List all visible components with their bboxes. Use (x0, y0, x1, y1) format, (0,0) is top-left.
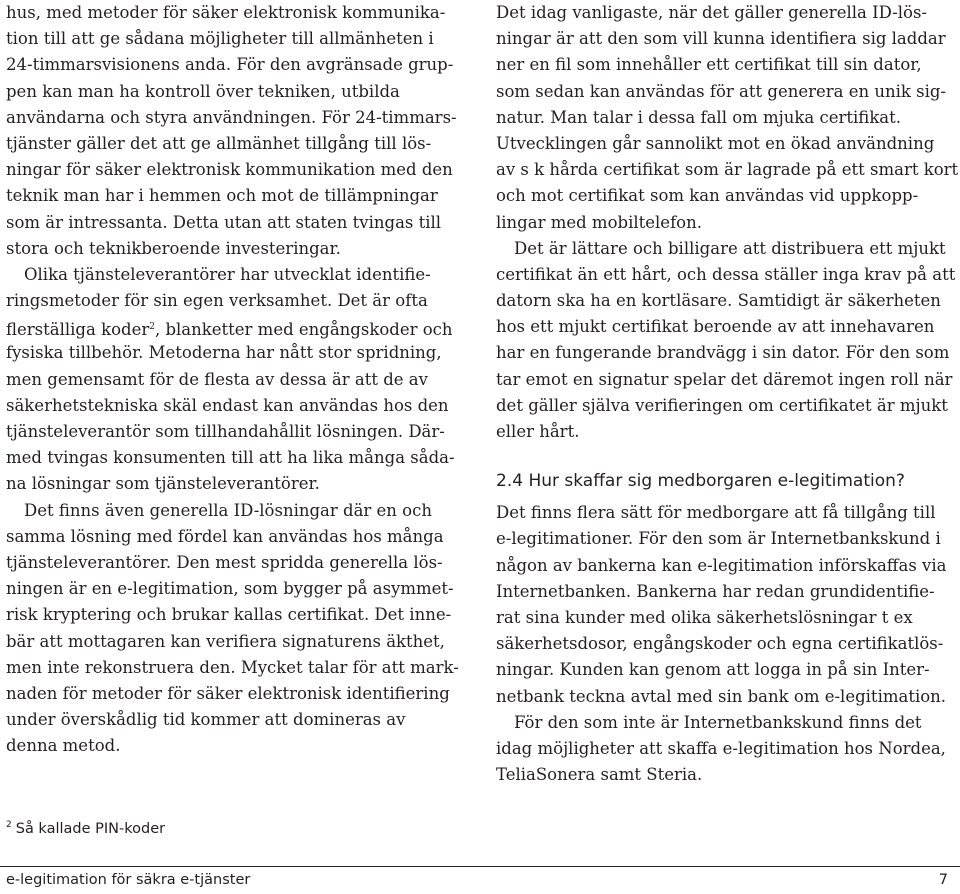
footnote (6, 820, 165, 837)
text-line: natur. Man talar i dessa fall om mjuka certifikat. (496, 107, 902, 127)
right-paragraph-4 (496, 500, 958, 710)
right-paragraph-5 (496, 710, 958, 789)
text-line: Det finns flera sätt för medborgare att få tillgång till (496, 503, 936, 523)
text-line: Internetbanken. Bankerna har redan grundidentifie- (496, 581, 935, 601)
text-line: ningar. Kunden kan genom att logga in på sin Inter- (496, 660, 930, 680)
right-paragraph-3 (496, 236, 958, 446)
text-fragment: flerställiga koder (6, 320, 150, 340)
left-paragraph-3 (6, 498, 472, 760)
text-line: tion till att ge sådana möjligheter till allmänheten i (6, 29, 434, 49)
section-heading: 2.4 Hur skaffar sig medborgaren e-legitimation? (496, 471, 905, 492)
left-column (6, 0, 472, 759)
text-line: lingar med mobiltelefon. (496, 212, 702, 232)
text-line: under överskådlig tid kommer att domineras av (6, 710, 406, 730)
text-line: na lösningar som tjänsteleverantörer. (6, 474, 320, 494)
text-line: av s k hårda certifikat som är lagrade på ett smart kort (496, 160, 959, 180)
text-line: idag möjligheter att skaffa e-legitimation hos Nordea, (496, 738, 946, 758)
text-line: någon av bankerna kan e-legitimation införskaffas via (496, 555, 947, 575)
text-line: netbank teckna avtal med sin bank om e-legitimation. (496, 686, 947, 706)
text-line: 24-timmarsvisionens anda. För den avgränsade grup- (6, 55, 454, 75)
text-line: säkerhetstekniska skäl endast kan användas hos den (6, 395, 449, 415)
text-line: men gemensamt för de flesta av dessa är att de av (6, 369, 428, 389)
text-line: rat sina kunder med olika säkerhetslösningar t ex (496, 607, 913, 627)
text-line: med tvingas konsumenten till att ha lika många såda- (6, 448, 455, 468)
text-line: risk kryptering och brukar kallas certifikat. Det inne- (6, 605, 452, 625)
text-line: bär att mottagaren kan verifiera signaturens äkthet, (6, 631, 445, 651)
text-line: samma lösning med fördel kan användas hos många (6, 526, 444, 546)
text-line: stora och teknikberoende investeringar. (6, 238, 341, 258)
text-line: Det finns även generella ID-lösningar där en och (24, 500, 432, 520)
text-line: som är intressanta. Detta utan att staten tvingas till (6, 212, 442, 232)
text-line: datorn ska ha en kortläsare. Samtidigt är säkerheten (496, 291, 941, 311)
spacer (496, 445, 958, 459)
text-line: tjänsteleverantör som tillhandahållit lösningen. Där- (6, 422, 445, 441)
text-line: hus, med metoder för säker elektronisk kommunika- (6, 3, 446, 22)
text-line: säkerhetsdosor, engångskoder och egna certifikatlös- (496, 634, 944, 654)
text-line: tjänster gäller det att ge allmänhet tillgång till lös- (6, 133, 432, 153)
text-line: ningar för säker elektronisk kommunikation med den (6, 160, 453, 180)
text-line: ringsmetoder för sin egen verksamhet. Det är ofta (6, 291, 428, 311)
text-line: men inte rekonstruera den. Mycket talar för att mark- (6, 657, 459, 677)
text-line: har en fungerande brandvägg i sin dator. För den som (496, 343, 950, 363)
text-line: certifikat än ett hårt, och dessa ställer inga krav på att (496, 264, 956, 284)
text-line-with-footnote (6, 314, 472, 340)
footnote-text: Så kallade PIN-koder (15, 821, 166, 837)
text-line: tar emot en signatur spelar det däremot ingen roll när (496, 369, 953, 389)
text-line: fysiska tillbehör. Metoderna har nått stor spridning, (6, 343, 442, 363)
text-line: hos ett mjukt certifikat beroende av att innehavaren (496, 317, 935, 337)
footnote-mark: 2 (6, 820, 12, 830)
text-line: ningen är en e-legitimation, som bygger på asymmet- (6, 579, 454, 599)
footnote-reference: 2 (149, 322, 155, 333)
text-line: som sedan kan användas för att generera en unik sig- (496, 81, 947, 101)
text-line: eller hårt. (496, 422, 580, 441)
text-line: Utvecklingen går sannolikt mot en ökad användning (496, 133, 935, 153)
left-paragraph-1 (6, 0, 472, 262)
page-number: 7 (938, 872, 948, 888)
text-line: ner en fil som innehåller ett certifikat till sin dator, (496, 55, 922, 75)
left-paragraph-2 (6, 262, 472, 498)
text-line: e-legitimationer. För den som är Internetbankskund i (496, 529, 941, 549)
text-line: naden för metoder för säker elektronisk identifiering (6, 683, 450, 703)
text-line: ningar är att den som vill kunna identifiera sig laddar (496, 29, 946, 49)
text-line: denna metod. (6, 736, 121, 756)
right-paragraph-1 (496, 0, 958, 131)
text-line: För den som inte är Internetbankskund finns det (514, 712, 922, 732)
text-line: användarna och styra användningen. För 24-timmars- (6, 107, 457, 127)
text-line: och mot certifikat som kan användas vid uppkopp- (496, 186, 919, 206)
text-line: teknik man har i hemmen och mot de tillämpningar (6, 186, 438, 206)
footer-title: e-legitimation för säkra e-tjänster (6, 872, 251, 888)
footer-divider (0, 866, 960, 867)
text-line: Det är lättare och billigare att distribuera ett mjukt (514, 238, 946, 258)
text-line: pen kan man ha kontroll över tekniken, utbilda (6, 81, 400, 101)
text-line: Olika tjänsteleverantörer har utvecklat identifie- (24, 264, 431, 284)
text-line: tjänsteleverantörer. Den mest spridda generella lös- (6, 552, 443, 572)
text-fragment: , blanketter med engångskoder och (154, 320, 453, 340)
right-column (496, 0, 958, 788)
text-line: Det idag vanligaste, när det gäller generella ID-lös- (496, 3, 927, 22)
right-paragraph-2 (496, 131, 958, 236)
text-line: TeliaSonera samt Steria. (496, 765, 703, 785)
text-line: det gäller själva verifieringen om certifikatet är mjukt (496, 395, 948, 415)
